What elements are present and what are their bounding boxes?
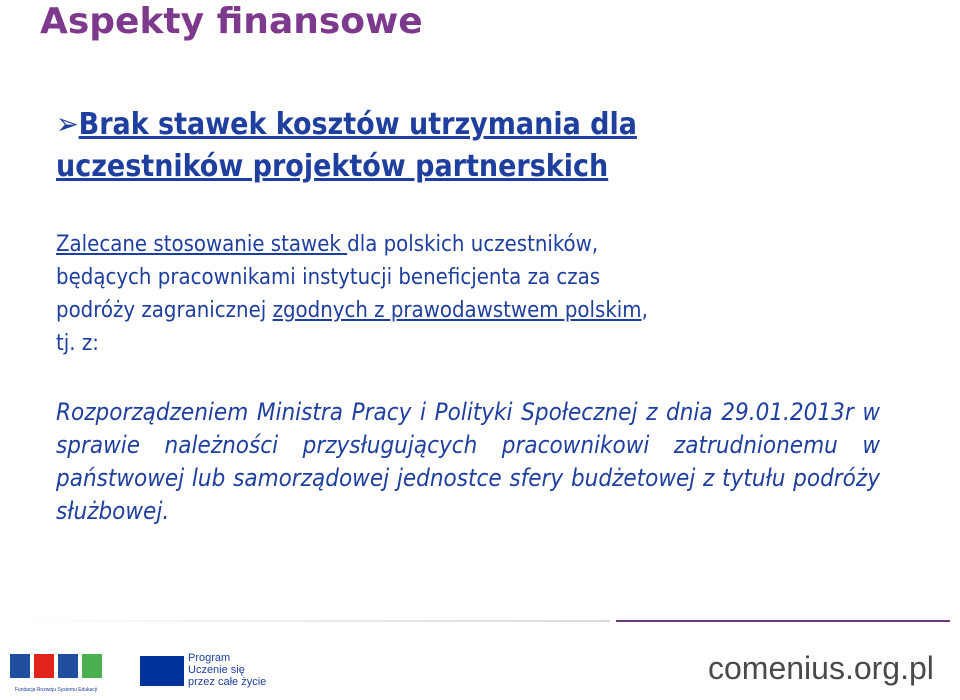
program-logo-text — [188, 652, 266, 688]
program-line-1: Program — [188, 652, 231, 664]
slide-title: Aspekty finansowe — [40, 1, 423, 42]
paragraph-text-2: będących pracownikami instytucji beneficjenta za czas — [56, 265, 601, 290]
footer-url: comenius.org.pl — [708, 650, 934, 686]
paragraph-text-4: , — [641, 298, 648, 323]
paragraph-text-1: dla polskich uczestników, — [347, 232, 599, 257]
footer-divider-right — [616, 620, 950, 622]
program-line-2: Uczenie się — [188, 664, 245, 676]
frse-logo — [10, 652, 106, 694]
footer-divider-left — [10, 620, 610, 622]
paragraph-underlined-start: Zalecane stosowanie stawek — [56, 232, 348, 257]
recommendation-paragraph — [56, 228, 936, 360]
arrow-bullet-icon: ➢ — [56, 107, 79, 142]
bullet-point — [56, 104, 916, 188]
bullet-line-2: uczestników projektów partnerskich — [56, 149, 609, 184]
frse-caption: Fundacja Rozwoju Systemu Edukacji — [14, 687, 98, 693]
paragraph-text-5: tj. z: — [56, 331, 99, 356]
paragraph-text-3: podróży zagranicznej — [56, 298, 273, 323]
bullet-line-1: Brak stawek kosztów utrzymania dla — [78, 107, 637, 142]
regulation-text: Rozporządzeniem Ministra Pracy i Polityki Społecznej z dnia 29.01.2013r w sprawie należności przysługujących pracownikowi zatrudnionemu w państwowej lub samorządowej jednostce sfery budżetowej z tytułu podróży służbowej. — [56, 398, 880, 525]
eu-flag-icon — [140, 656, 184, 686]
paragraph-underlined-mid: zgodnych z prawodawstwem polskim — [272, 298, 642, 323]
program-line-3: przez całe życie — [188, 676, 267, 688]
